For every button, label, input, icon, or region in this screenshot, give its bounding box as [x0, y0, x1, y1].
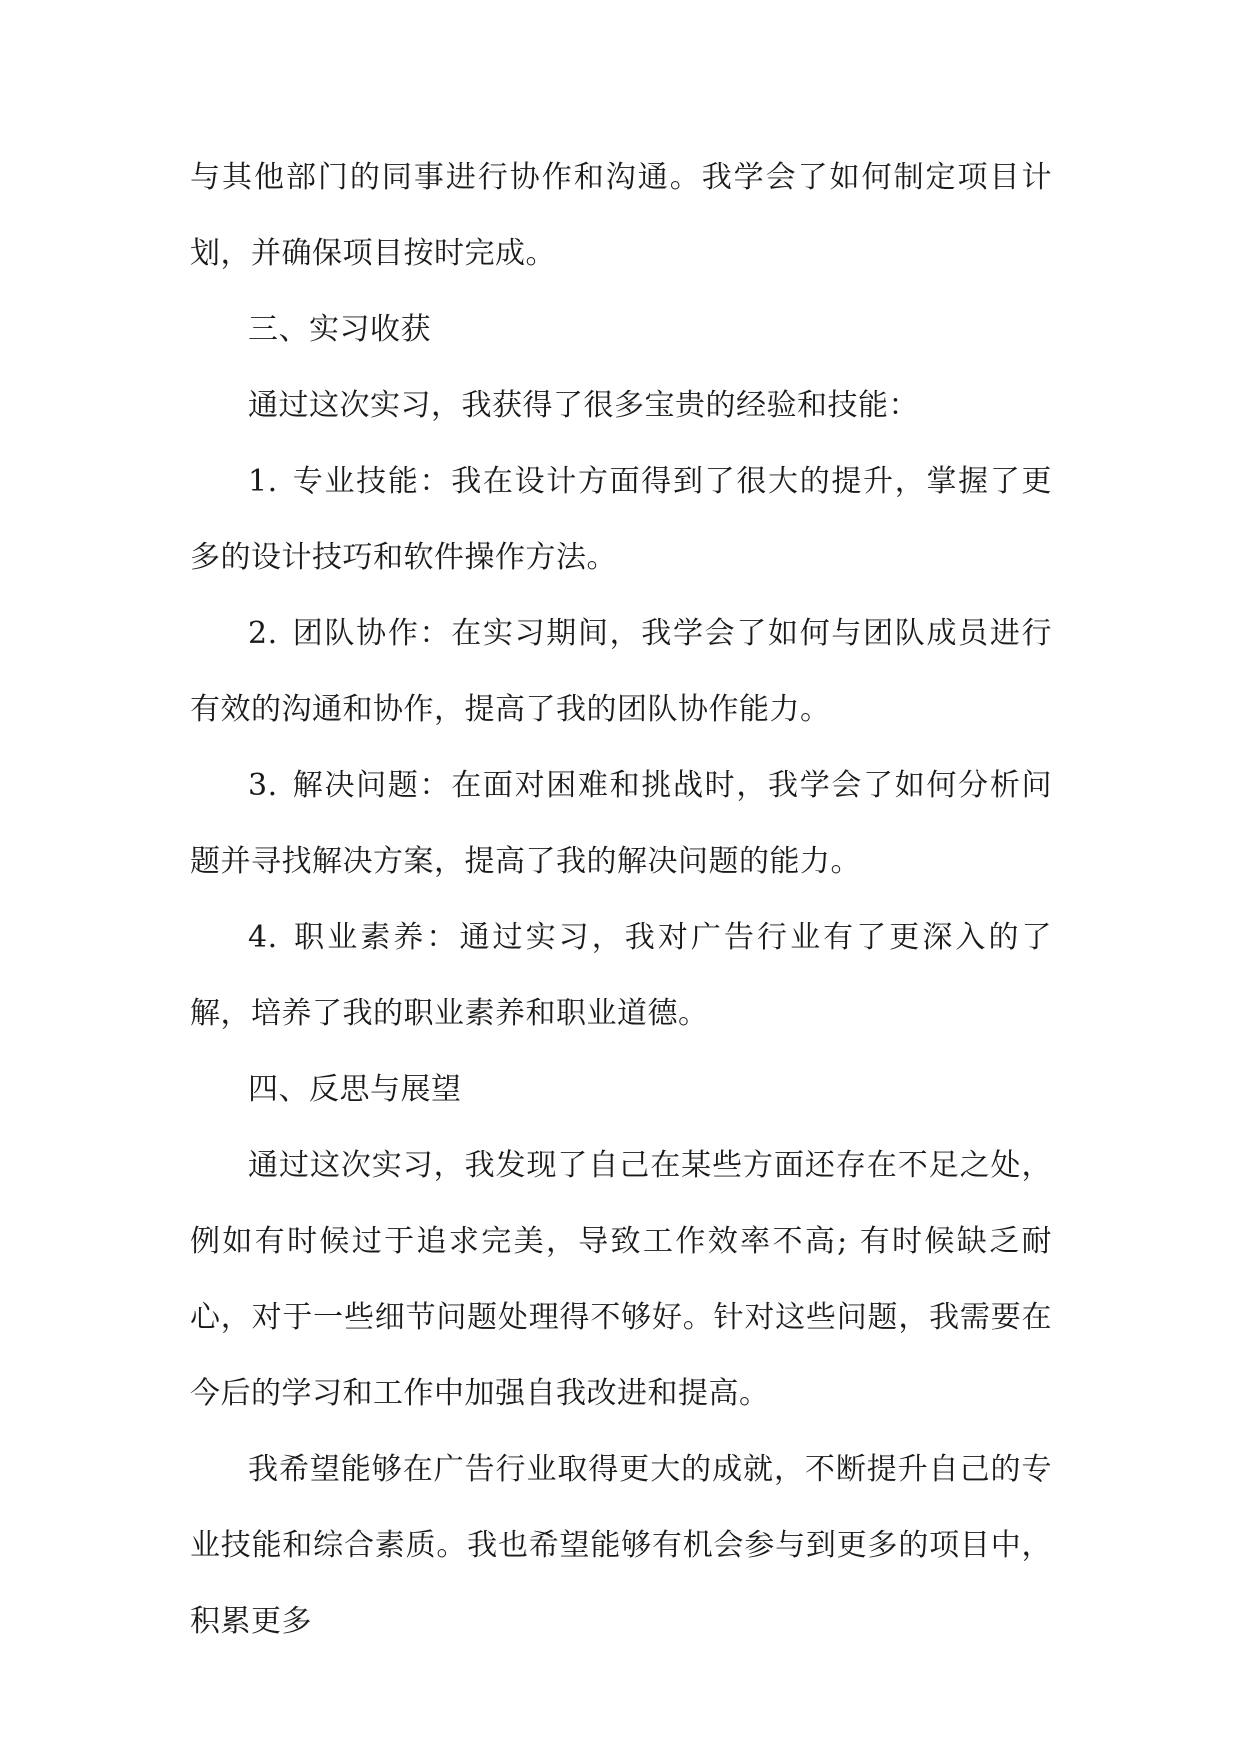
list-item-professional-skills	[190, 444, 1052, 596]
list-item-text: 解决问题：在面对困难和挑战时，我学会了如何分析问题并寻找解决方案，提高了我的解决问题的能力。	[190, 768, 1052, 879]
paragraph-gains-intro: 通过这次实习，我获得了很多宝贵的经验和技能：	[248, 388, 919, 423]
list-item-number: 1.	[248, 464, 278, 499]
list-item-number: 3.	[248, 768, 278, 803]
document-body	[190, 140, 1052, 1660]
list-item-text: 团队协作：在实习期间，我学会了如何与团队成员进行有效的沟通和协作，提高了我的团队协作能力。	[190, 616, 1052, 727]
list-item-teamwork	[190, 596, 1052, 748]
list-item-number: 4.	[248, 920, 278, 955]
list-item-text: 职业素养：通过实习，我对广告行业有了更深入的了解，培养了我的职业素养和职业道德。	[190, 920, 1052, 1031]
list-item-problem-solving	[190, 748, 1052, 900]
list-item-text: 专业技能：我在设计方面得到了很大的提升，掌握了更多的设计技巧和软件操作方法。	[190, 464, 1052, 575]
list-item-professionalism	[190, 900, 1052, 1052]
section-heading-internship-gains: 三、实习收获	[248, 312, 431, 347]
paragraph-reflection: 通过这次实习，我发现了自己在某些方面还存在不足之处，例如有时候过于追求完美，导致工作效率不高; 有时候缺乏耐心，对于一些细节问题处理得不够好。针对这些问题，我需要在今后的学习和工作中加强自我改进和提高。	[190, 1148, 1052, 1411]
list-item-number: 2.	[248, 616, 278, 651]
section-heading-reflection: 四、反思与展望	[248, 1072, 462, 1107]
paragraph-continuation: 与其他部门的同事进行协作和沟通。我学会了如何制定项目计划，并确保项目按时完成。	[190, 160, 1052, 271]
paragraph-outlook: 我希望能够在广告行业取得更大的成就，不断提升自己的专业技能和综合素质。我也希望能够有机会参与到更多的项目中，积累更多	[190, 1452, 1052, 1639]
